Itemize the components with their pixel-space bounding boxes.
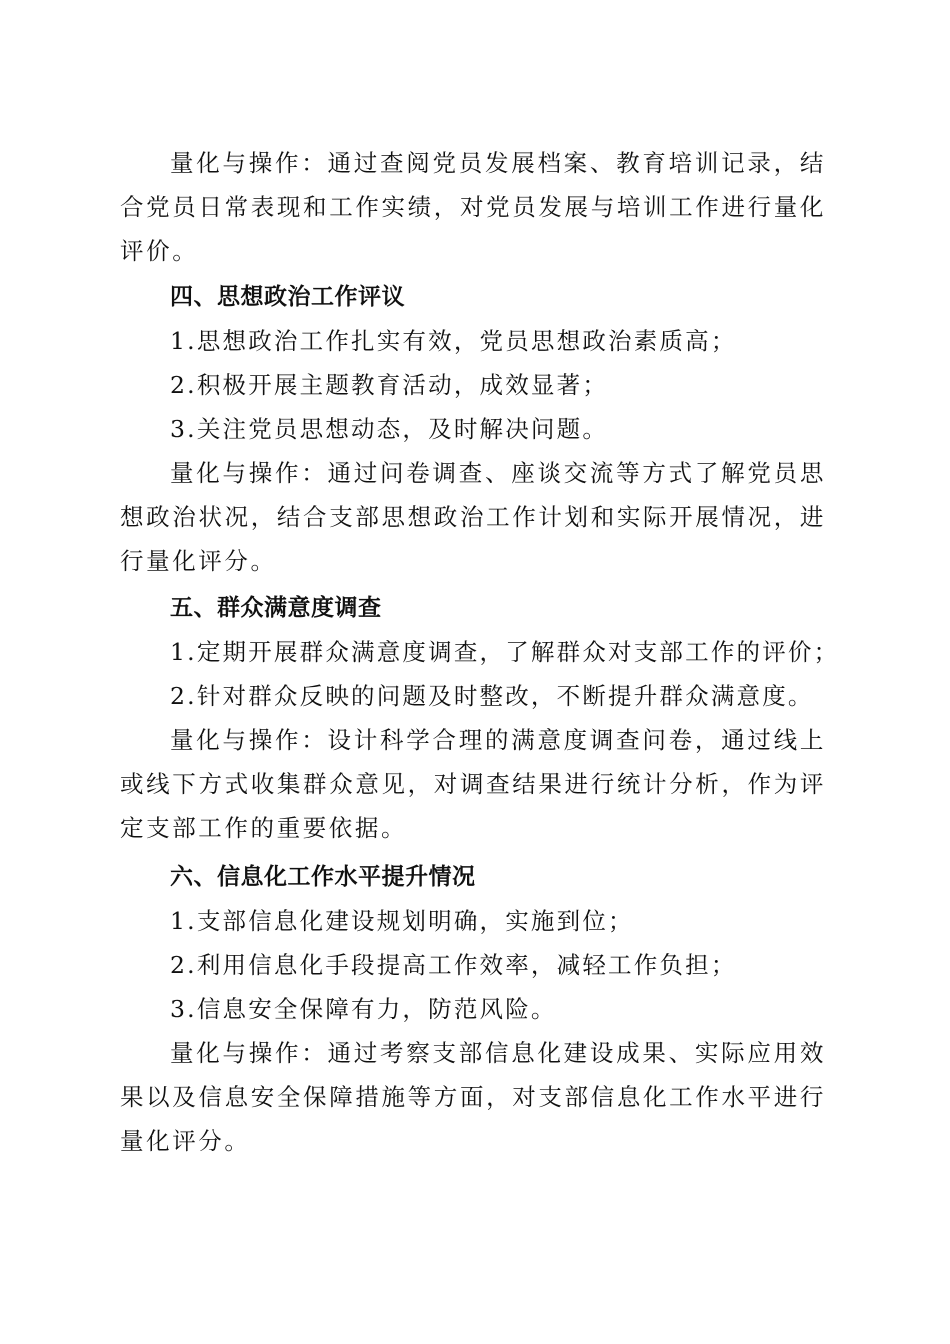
section-6 [120,855,826,1163]
quantification-paragraph: 量化与操作：通过查阅党员发展档案、教育培训记录，结合党员日常表现和工作实绩，对党员发展与培训工作进行量化评价。 [120,149,826,265]
list-item: 2.利用信息化手段提高工作效率，减轻工作负担； [170,951,737,979]
section-5 [120,586,840,850]
list-item: 3.关注党员思想动态，及时解决问题。 [170,415,609,443]
list-item: 2.积极开展主题教育活动，成效显著； [170,371,609,399]
list-item: 1.思想政治工作扎实有效，党员思想政治素质高； [170,327,737,355]
list-item: 1.定期开展群众满意度调查，了解群众对支部工作的评价； [170,638,840,666]
quantification-paragraph: 量化与操作：通过问卷调查、座谈交流等方式了解党员思想政治状况，结合支部思想政治工作计划和实际开展情况，进行量化评分。 [120,459,826,575]
list-item: 2.针对群众反映的问题及时整改，不断提升群众满意度。 [170,682,814,710]
list-item: 1.支部信息化建设规划明确，实施到位； [170,907,634,935]
section-heading: 四、思想政治工作评议 [170,284,405,310]
section-4 [120,275,826,583]
section-heading: 六、信息化工作水平提升情况 [170,864,476,890]
section-heading: 五、群众满意度调查 [170,595,382,621]
list-item: 3.信息安全保障有力，防范风险。 [170,995,557,1023]
quantification-paragraph: 量化与操作：设计科学合理的满意度调查问卷，通过线上或线下方式收集群众意见，对调查结果进行统计分析，作为评定支部工作的重要依据。 [120,726,826,842]
section-3-tail [120,141,826,273]
quantification-paragraph: 量化与操作：通过考察支部信息化建设成果、实际应用效果以及信息安全保障措施等方面，对支部信息化工作水平进行量化评分。 [120,1039,826,1155]
